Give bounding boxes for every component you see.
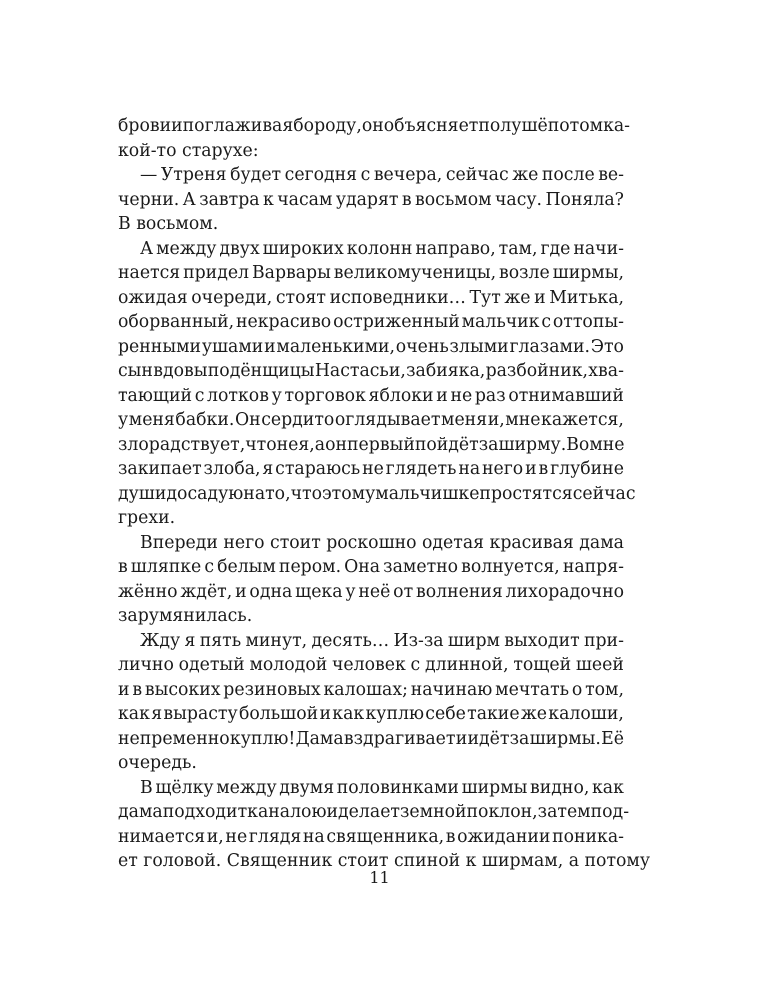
text-line: — Утреня будет сегодня с вечера, сейчас же после ве-: [140, 165, 624, 185]
text-line: В восьмом.: [118, 214, 219, 234]
body-text: [118, 114, 651, 874]
paragraph: [118, 776, 651, 874]
text-line: очередь.: [118, 753, 197, 773]
text-line: сын вдовы подёнщицы Настасьи, забияка, разбойник, хва-: [118, 361, 624, 381]
text-line: нимается и, не глядя на священника, в ожидании поника-: [118, 826, 624, 847]
text-line: грехи.: [118, 508, 176, 528]
text-line: жённо ждёт, и одна щека у неё от волнения лихорадочно: [118, 581, 624, 602]
text-line: и в высоких резиновых калошах; начинаю мечтать о том,: [118, 679, 624, 700]
text-line: А между двух широких колонн направо, там, где начи-: [140, 238, 624, 259]
text-line: лично одетый молодой человек с длинной, тощей шеей: [118, 655, 624, 675]
text-line: в шляпке с белым пером. Она заметно волнуется, напря-: [118, 557, 624, 577]
text-line: зарумянилась.: [118, 606, 253, 626]
text-line: дама подходит к аналою и делает земной поклон, затем под-: [118, 802, 630, 822]
paragraph: [118, 114, 631, 163]
text-line: Жду я пять минут, десять… Из-за ширм выходит при-: [140, 630, 624, 651]
text-line: В щёлку между двумя половинками ширмы видно, как: [140, 777, 624, 798]
page-number: 11: [369, 868, 390, 887]
text-line: оборванный, некрасиво остриженный мальчик с оттопы-: [118, 312, 624, 332]
text-line: кой-то старухе:: [118, 140, 259, 161]
text-line: ет головой. Священник стоит спиной к ширмам, а потому: [118, 851, 651, 871]
text-line: черни. А завтра к часам ударят в восьмом часу. Поняла?: [118, 189, 624, 210]
text-line: злорадствует, что не я, а он первый пойдёт за ширму. Во мне: [118, 434, 625, 455]
text-line: души досадую на то, что этому мальчишке простятся сейчас: [118, 483, 636, 504]
text-line: нается придел Варвары великомученицы, возле ширмы,: [118, 263, 624, 283]
text-line: непременно куплю! Дама вздрагивает и идёт за ширмы. Её: [118, 728, 624, 749]
text-line: тающий с лотков у торговок яблоки и не раз отнимавший: [118, 385, 624, 406]
text-line: Впереди него стоит роскошно одетая красивая дама: [140, 532, 624, 553]
text-line: брови и поглаживая бороду, он объясняет полушёпотом ка-: [118, 116, 631, 136]
text-line: как я вырасту большой и как куплю себе такие же калоши,: [118, 704, 624, 724]
text-line: закипает злоба, я стараюсь не глядеть на него и в глубине: [118, 459, 624, 479]
text-line: у меня бабки. Он сердито оглядывает меня и, мне кажется,: [118, 410, 624, 430]
paragraph: [118, 237, 636, 531]
paragraph: [118, 629, 624, 776]
text-line: ренными ушами и маленькими, очень злыми глазами. Это: [118, 336, 624, 357]
text-line: ожидая очереди, стоят исповедники… Тут же и Митька,: [118, 287, 624, 308]
paragraph: [118, 163, 624, 237]
paragraph: [118, 531, 624, 629]
